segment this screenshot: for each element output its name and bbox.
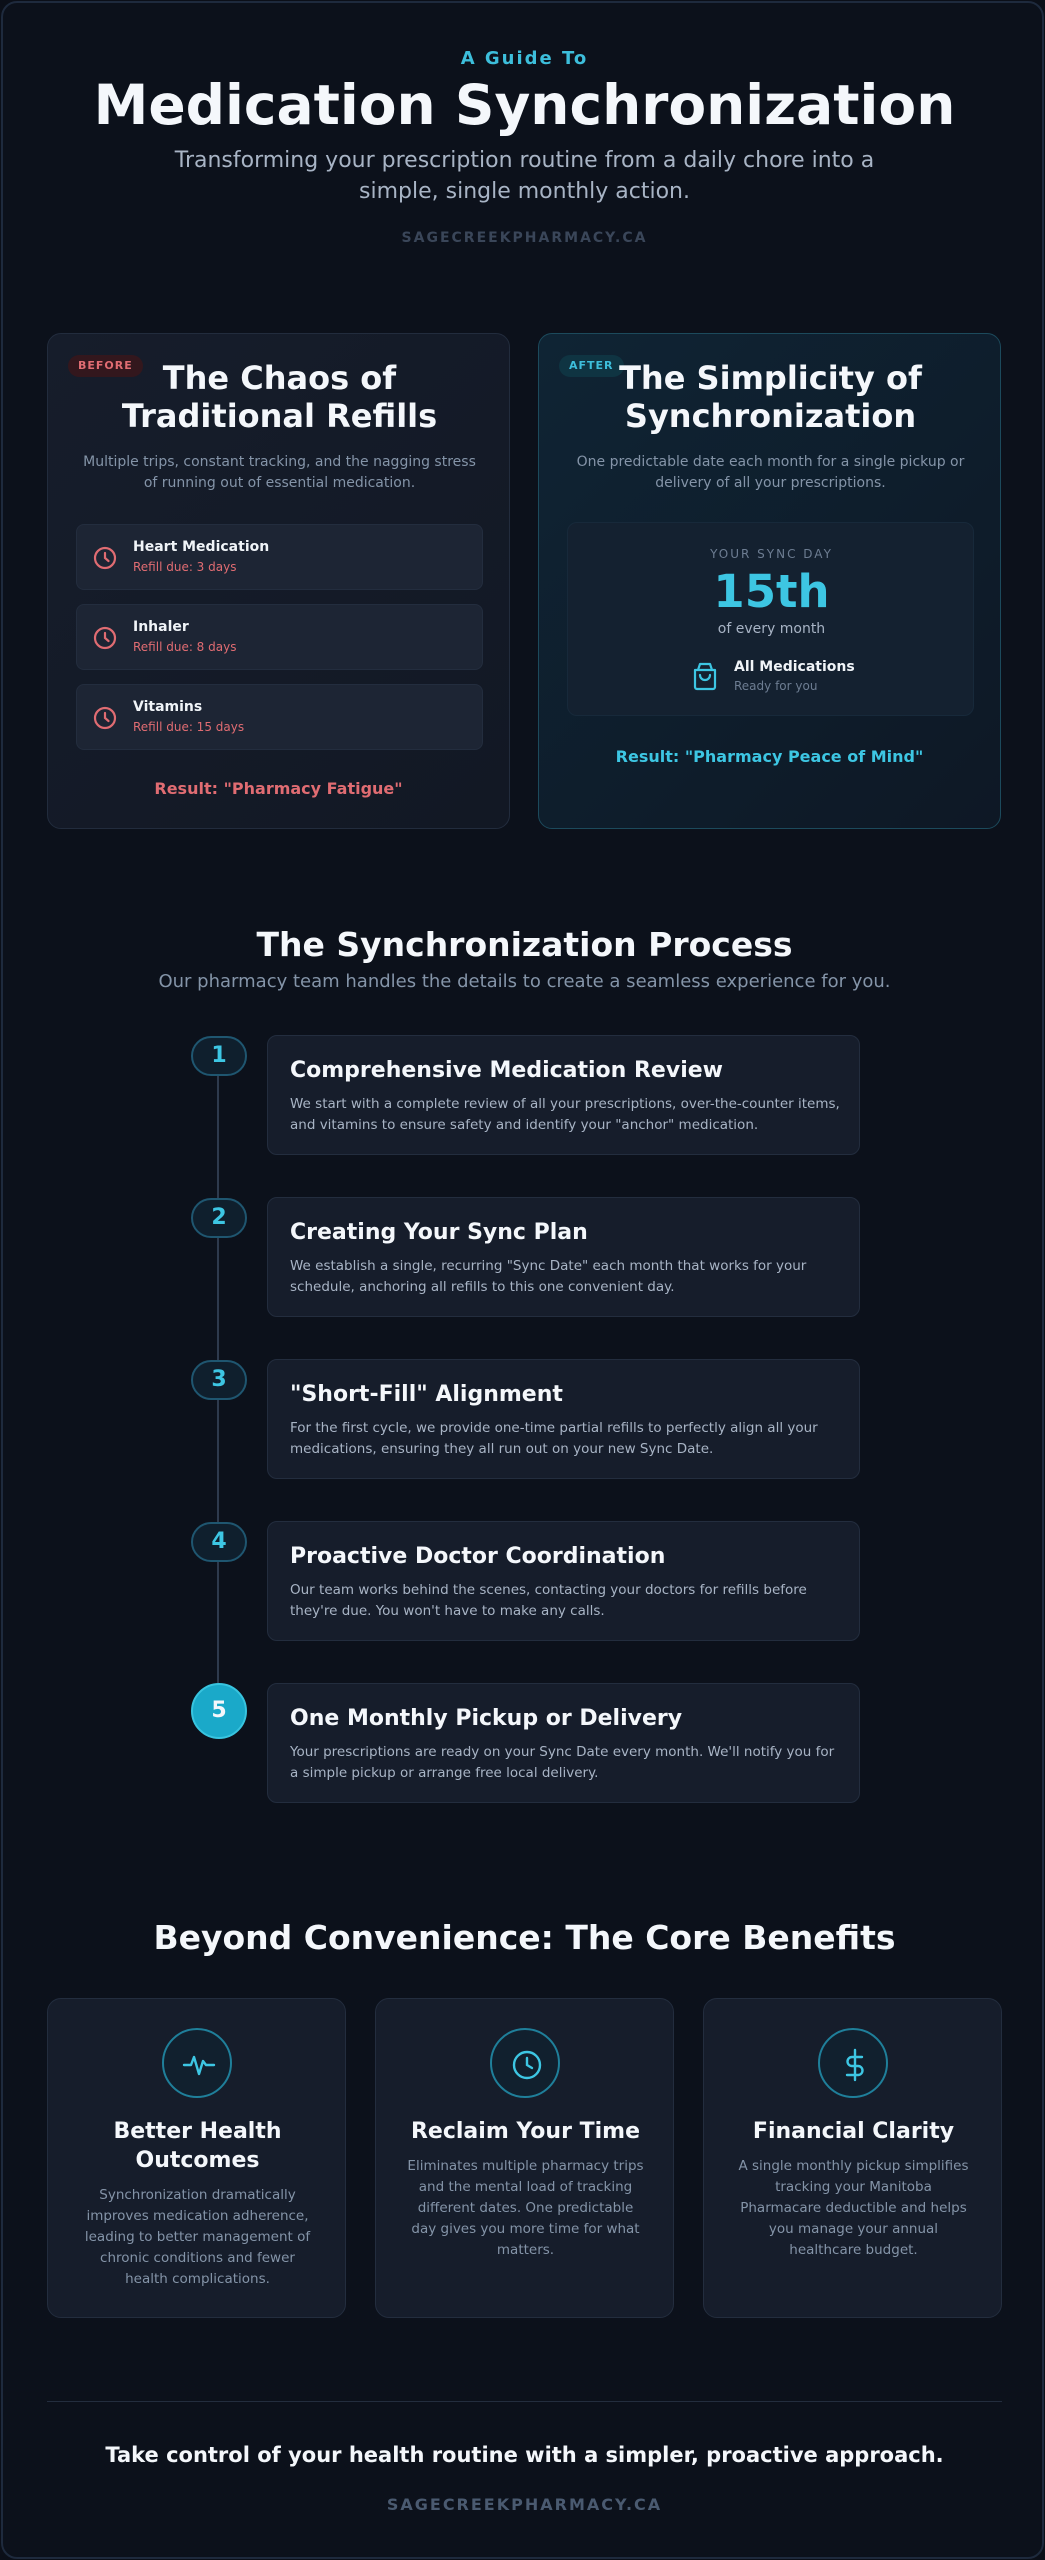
step-number-3: 3 (191, 1360, 247, 1400)
step-description: For the first cycle, we provide one-time partial refills to perfectly align all your medications, ensuring they all run out on your new Sync Date. (290, 1420, 818, 1457)
med-row-heart (76, 524, 483, 590)
step-title: "Short-Fill" Alignment (290, 1382, 563, 1407)
after-badge: AFTER (559, 355, 624, 377)
after-result: Result: "Pharmacy Peace of Mind" (615, 747, 924, 766)
website-link-top[interactable]: SAGECREEKPHARMACY.CA (401, 230, 648, 246)
step-number-1: 1 (191, 1036, 247, 1076)
step-description: Our team works behind the scenes, contacting your doctors for refills before they're due. You won't have to make any calls. (290, 1582, 807, 1619)
before-title: The Chaos of Traditional Refills (121, 359, 438, 435)
benefit-description: Synchronization dramatically improves medication adherence, leading to better management of chronic conditions and fewer health complications. (84, 2187, 311, 2287)
med-due: Refill due: 8 days (133, 640, 237, 654)
page-title: Medication Synchronization (93, 73, 956, 137)
step-card-1 (267, 1035, 860, 1155)
after-title: The Simplicity of Synchronization (619, 359, 922, 435)
med-name: Vitamins (133, 699, 203, 715)
benefit-card-health (47, 1998, 346, 2318)
before-card (47, 333, 510, 829)
clock-icon (91, 544, 119, 572)
process-subtitle: Our pharmacy team handles the details to create a seamless experience for you. (158, 971, 891, 992)
med-due: Refill due: 3 days (133, 560, 237, 574)
step-description: We establish a single, recurring "Sync Date" each month that works for your schedule, anchoring all refills to this one convenient day. (290, 1258, 807, 1295)
benefit-card-financial (703, 1998, 1002, 2318)
benefit-card-time (375, 1998, 674, 2318)
bundle-status: Ready for you (734, 679, 818, 693)
before-result: Result: "Pharmacy Fatigue" (154, 779, 403, 798)
dollar-icon (818, 2028, 888, 2098)
shopping-bag-icon (688, 659, 722, 693)
footer-divider (47, 2401, 1002, 2402)
process-title: The Synchronization Process (256, 925, 793, 964)
benefit-title: Reclaim Your Time (410, 2119, 640, 2144)
sync-day-label: YOUR SYNC DAY (710, 547, 833, 561)
benefit-description: A single monthly pickup simplifies tracking your Manitoba Pharmacare deductible and helps you manage your annual healthcare budget. (738, 2158, 969, 2258)
infographic-frame (1, 1, 1044, 2559)
website-link-bottom[interactable]: SAGECREEKPHARMACY.CA (386, 2495, 663, 2514)
step-title: Creating Your Sync Plan (290, 1220, 588, 1245)
step-title: One Monthly Pickup or Delivery (290, 1706, 683, 1731)
before-description: Multiple trips, constant tracking, and the nagging stress of running out of essential medication. (83, 454, 476, 491)
clock-icon (91, 624, 119, 652)
step-number-2: 2 (191, 1198, 247, 1238)
bundle-title: All Medications (734, 659, 855, 675)
footer-cta: Take control of your health routine with a simpler, proactive approach. (105, 2443, 944, 2467)
step-description: We start with a complete review of all your prescriptions, over-the-counter items, and vitamins to ensure safety and identify your "anchor" medication. (290, 1096, 840, 1133)
clock-icon (91, 704, 119, 732)
after-description: One predictable date each month for a single pickup or delivery of all your prescriptions. (576, 454, 965, 491)
med-due: Refill due: 15 days (133, 720, 245, 734)
med-row-inhaler (76, 604, 483, 670)
after-card (538, 333, 1001, 829)
step-card-4 (267, 1521, 860, 1641)
step-number-5: 5 (191, 1683, 247, 1739)
sync-day-value: 15th (713, 565, 830, 618)
step-title: Proactive Doctor Coordination (290, 1544, 666, 1569)
step-number-4: 4 (191, 1522, 247, 1562)
step-title: Comprehensive Medication Review (290, 1058, 723, 1083)
page-subtitle: Transforming your prescription routine from a daily chore into a simple, single monthly action. (174, 148, 875, 204)
med-name: Inhaler (133, 619, 189, 635)
med-name: Heart Medication (133, 539, 270, 555)
step-card-2 (267, 1197, 860, 1317)
sync-day-frequency: of every month (717, 621, 826, 637)
heartbeat-icon (162, 2028, 232, 2098)
clock-icon (490, 2028, 560, 2098)
benefit-title: Financial Clarity (752, 2119, 955, 2144)
step-card-5 (267, 1683, 860, 1803)
before-badge: BEFORE (68, 355, 143, 377)
benefits-title: Beyond Convenience: The Core Benefits (153, 1918, 896, 1957)
med-row-vitamins (76, 684, 483, 750)
step-card-3 (267, 1359, 860, 1479)
benefit-title: Better Health Outcomes (113, 2119, 282, 2173)
sync-day-panel (567, 522, 974, 716)
eyebrow-text: A Guide To (460, 48, 589, 69)
benefit-description: Eliminates multiple pharmacy trips and the mental load of tracking different dates. One predictable day gives you more time for what matters. (407, 2158, 644, 2258)
step-description: Your prescriptions are ready on your Sync Date every month. We'll notify you for a simple pickup or arrange free local delivery. (290, 1744, 835, 1781)
